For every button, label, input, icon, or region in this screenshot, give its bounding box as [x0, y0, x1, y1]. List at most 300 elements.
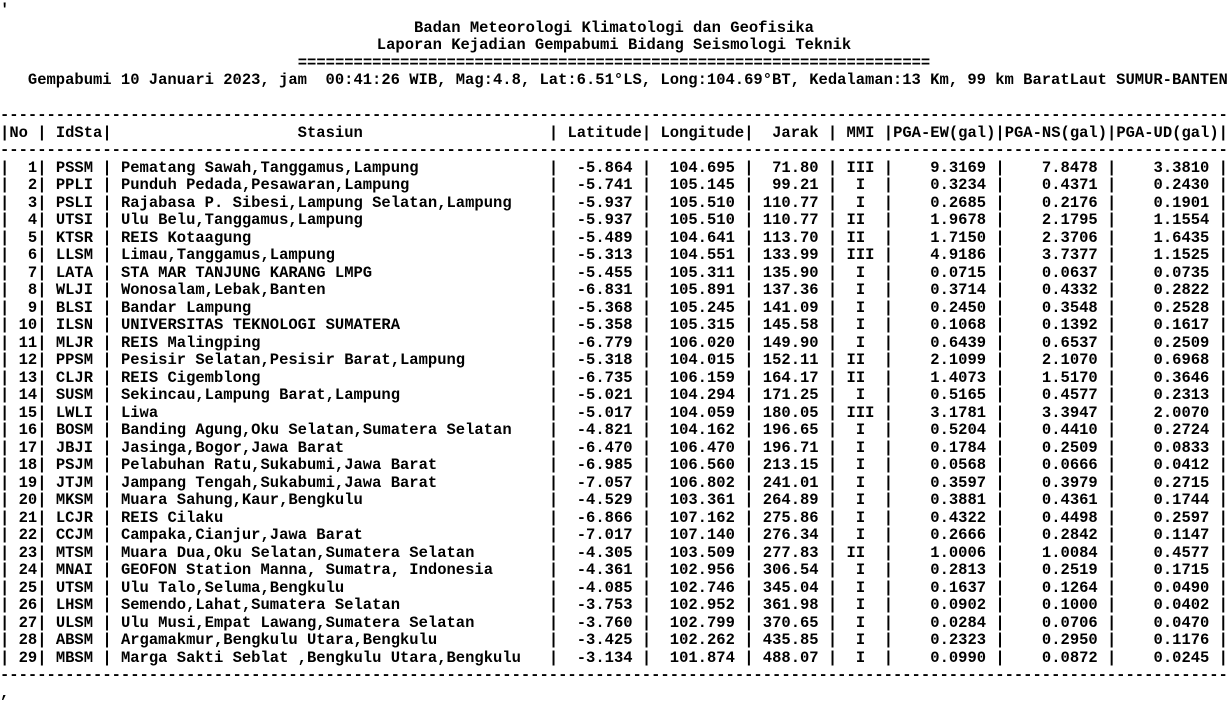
cell-pga_ud: 0.2313 — [1116, 386, 1219, 404]
cell-idsta: PSLI — [46, 193, 103, 212]
cell-pga_ns: 0.4410 — [1004, 421, 1108, 439]
cell-mmi: I — [837, 613, 884, 632]
cell-jarak: 277.83 — [753, 543, 828, 562]
cell-jarak: 99.21 — [753, 176, 828, 194]
cell-mmi: III — [837, 246, 884, 264]
cell-pga_ud: 1.1525 — [1116, 246, 1219, 264]
cell-jarak: 196.65 — [753, 421, 828, 439]
cell-jarak: 113.70 — [753, 228, 828, 247]
stray-mark-top: ' — [0, 1, 10, 19]
cell-no: 15 — [9, 403, 38, 422]
cell-pga_ns: 1.0084 — [1004, 543, 1108, 562]
cell-longitude: 105.510 — [651, 193, 745, 212]
cell-longitude: 102.746 — [651, 578, 745, 597]
cell-pga_ns: 0.0706 — [1004, 613, 1108, 632]
cell-jarak: 213.15 — [753, 456, 828, 474]
report-title: Laporan Kejadian Gempabumi Bidang Seismologi Teknik — [376, 36, 852, 54]
cell-longitude: 106.560 — [651, 456, 745, 474]
cell-pga_ns: 0.2842 — [1004, 526, 1108, 544]
cell-pga_ns: 0.3548 — [1004, 298, 1108, 317]
cell-mmi: I — [837, 176, 884, 194]
cell-longitude: 105.245 — [651, 298, 745, 317]
cell-latitude: -6.866 — [558, 508, 642, 527]
cell-pga_ud: 0.0245 — [1116, 648, 1219, 667]
col-header-no: No — [9, 123, 38, 142]
cell-pga_ud: 0.1715 — [1116, 561, 1219, 579]
cell-mmi: I — [837, 386, 884, 404]
cell-no: 28 — [9, 631, 38, 649]
cell-latitude: -4.361 — [558, 561, 642, 579]
col-header-longitude: Longitude — [651, 123, 745, 142]
cell-stasiun: Bandar Lampung — [111, 298, 549, 317]
cell-stasiun: Jasinga,Bogor,Jawa Barat — [111, 438, 549, 457]
cell-stasiun: STA MAR TANJUNG KARANG LMPG — [111, 263, 549, 282]
cell-stasiun: REIS Kotaagung — [111, 228, 549, 247]
cell-pga_ns: 0.4498 — [1004, 508, 1108, 527]
cell-pga_ud: 0.1147 — [1116, 526, 1219, 544]
table-row: | 25| UTSM | Ulu Talo,Seluma,Bengkulu | -4.085 | 102.746 | 345.04 | I | 0.1637 | 0.1264 | 0.0490 | — [0, 578, 1228, 597]
cell-longitude: 104.162 — [651, 421, 745, 439]
cell-pga_ew: 0.0568 — [893, 456, 996, 474]
table-row: | 27| ULSM | Ulu Musi,Empat Lawang,Sumatera Selatan | -3.760 | 102.799 | 370.65 | I | 0.0284 | 0.0706 | 0.0470 | — [0, 613, 1228, 632]
cell-stasiun: Ulu Talo,Seluma,Bengkulu — [111, 578, 549, 597]
table-row: | 28| ABSM | Argamakmur,Bengkulu Utara,Bengkulu | -3.425 | 102.262 | 435.85 | I | 0.2323 | 0.2950 | 0.1176 | — [0, 631, 1228, 649]
cell-pga_ns: 0.2509 — [1004, 438, 1108, 457]
cell-stasiun: Punduh Pedada,Pesawaran,Lampung — [111, 176, 549, 194]
cell-latitude: -6.779 — [558, 333, 642, 352]
cell-idsta: PPSM — [46, 351, 103, 369]
cell-idsta: LHSM — [46, 596, 103, 614]
cell-jarak: 306.54 — [753, 561, 828, 579]
cell-pga_ud: 0.0412 — [1116, 456, 1219, 474]
table-row: | 22| CCJM | Campaka,Cianjur,Jawa Barat | -7.017 | 107.140 | 276.34 | I | 0.2666 | 0.2842 | 0.1147 | — [0, 526, 1228, 544]
cell-stasiun: UNIVERSITAS TEKNOLOGI SUMATERA — [111, 316, 549, 334]
cell-latitude: -5.489 — [558, 228, 642, 247]
cell-no: 21 — [9, 508, 38, 527]
cell-jarak: 345.04 — [753, 578, 828, 597]
cell-longitude: 105.510 — [651, 211, 745, 229]
cell-pga_ew: 0.0284 — [893, 613, 996, 632]
agency-title: Badan Meteorologi Klimatologi dan Geofisika — [414, 18, 814, 37]
cell-no: 26 — [9, 596, 38, 614]
cell-jarak: 435.85 — [753, 631, 828, 649]
cell-pga_ew: 0.2813 — [893, 561, 996, 579]
cell-pga_ew: 0.3714 — [893, 281, 996, 299]
cell-idsta: BOSM — [46, 421, 103, 439]
cell-pga_ns: 0.2176 — [1004, 193, 1108, 212]
cell-jarak: 171.25 — [753, 386, 828, 404]
cell-stasiun: Jampang Tengah,Sukabumi,Jawa Barat — [111, 473, 549, 492]
table-border-top: ------------------------------------------------------------------------------------------------------------------------------------ — [0, 106, 1228, 124]
cell-stasiun: Pematang Sawah,Tanggamus,Lampung — [111, 158, 549, 177]
cell-idsta: MTSM — [46, 543, 103, 562]
cell-pga_ew: 0.3234 — [893, 176, 996, 194]
cell-pga_ew: 0.2450 — [893, 298, 996, 317]
cell-pga_ns: 0.1392 — [1004, 316, 1108, 334]
cell-idsta: CCJM — [46, 526, 103, 544]
cell-mmi: II — [837, 368, 884, 387]
col-header-idsta: IdSta — [46, 123, 103, 142]
cell-stasiun: Ulu Belu,Tanggamus,Lampung — [111, 211, 549, 229]
cell-mmi: I — [837, 473, 884, 492]
cell-no: 11 — [9, 333, 38, 352]
cell-jarak: 110.77 — [753, 193, 828, 212]
cell-jarak: 180.05 — [753, 403, 828, 422]
cell-idsta: SUSM — [46, 386, 103, 404]
cell-jarak: 275.86 — [753, 508, 828, 527]
cell-pga_ew: 0.3881 — [893, 491, 996, 509]
cell-latitude: -5.368 — [558, 298, 642, 317]
cell-pga_ew: 4.9186 — [893, 246, 996, 264]
cell-pga_ns: 0.0872 — [1004, 648, 1108, 667]
cell-mmi: I — [837, 456, 884, 474]
col-header-pga_ud: PGA-UD(gal) — [1116, 123, 1219, 142]
cell-pga_ud: 0.2528 — [1116, 298, 1219, 317]
cell-longitude: 101.874 — [651, 648, 745, 667]
cell-no: 4 — [9, 211, 38, 229]
cell-latitude: -5.864 — [558, 158, 642, 177]
cell-pga_ew: 9.3169 — [893, 158, 996, 177]
cell-latitude: -5.937 — [558, 211, 642, 229]
table-row: | 4| UTSI | Ulu Belu,Tanggamus,Lampung | -5.937 | 105.510 | 110.77 | II | 1.9678 | 2.1795 | 1.1554 | — [0, 211, 1228, 229]
cell-jarak: 145.58 — [753, 316, 828, 334]
col-header-mmi: MMI — [837, 123, 884, 142]
table-row: | 2| PPLI | Punduh Pedada,Pesawaran,Lampung | -5.741 | 105.145 | 99.21 | I | 0.3234 | 0.4371 | 0.2430 | — [0, 176, 1228, 194]
cell-pga_ew: 1.4073 — [893, 368, 996, 387]
cell-pga_ew: 0.0990 — [893, 648, 996, 667]
cell-idsta: LCJR — [46, 508, 103, 527]
cell-pga_ew: 0.6439 — [893, 333, 996, 352]
cell-jarak: 71.80 — [753, 158, 828, 177]
cell-mmi: I — [837, 561, 884, 579]
cell-stasiun: Limau,Tanggamus,Lampung — [111, 246, 549, 264]
cell-idsta: ULSM — [46, 613, 103, 632]
cell-pga_ud: 0.2597 — [1116, 508, 1219, 527]
cell-mmi: I — [837, 526, 884, 544]
cell-pga_ns: 0.3979 — [1004, 473, 1108, 492]
cell-latitude: -5.017 — [558, 403, 642, 422]
cell-longitude: 107.162 — [651, 508, 745, 527]
cell-idsta: MLJR — [46, 333, 103, 352]
cell-longitude: 105.891 — [651, 281, 745, 299]
cell-jarak: 488.07 — [753, 648, 828, 667]
cell-pga_ns: 0.2950 — [1004, 631, 1108, 649]
cell-longitude: 106.020 — [651, 333, 745, 352]
table-border-mid: ------------------------------------------------------------------------------------------------------------------------------------ — [0, 141, 1228, 159]
table-row: | 5| KTSR | REIS Kotaagung | -5.489 | 104.641 | 113.70 | II | 1.7150 | 2.3706 | 1.6435 | — [0, 228, 1228, 247]
cell-longitude: 107.140 — [651, 526, 745, 544]
cell-pga_ud: 0.2509 — [1116, 333, 1219, 352]
cell-pga_ud: 0.6968 — [1116, 351, 1219, 369]
table-row: | 12| PPSM | Pesisir Selatan,Pesisir Barat,Lampung | -5.318 | 104.015 | 152.11 | II | 2.1099 | 2.1070 | 0.6968 | — [0, 351, 1228, 369]
cell-idsta: CLJR — [46, 368, 103, 387]
cell-mmi: I — [837, 631, 884, 649]
cell-pga_ud: 0.0402 — [1116, 596, 1219, 614]
cell-pga_ud: 0.1176 — [1116, 631, 1219, 649]
cell-latitude: -4.821 — [558, 421, 642, 439]
cell-pga_ew: 1.9678 — [893, 211, 996, 229]
cell-mmi: III — [837, 403, 884, 422]
blank-line — [0, 90, 1228, 108]
cell-pga_ew: 0.2666 — [893, 526, 996, 544]
cell-pga_ew: 0.5165 — [893, 386, 996, 404]
cell-stasiun: Rajabasa P. Sibesi,Lampung Selatan,Lampung — [111, 193, 549, 212]
cell-jarak: 137.36 — [753, 281, 828, 299]
cell-mmi: I — [837, 438, 884, 457]
cell-pga_ns: 0.2519 — [1004, 561, 1108, 579]
cell-no: 2 — [9, 176, 38, 194]
cell-idsta: UTSM — [46, 578, 103, 597]
cell-jarak: 133.99 — [753, 246, 828, 264]
cell-pga_ns: 0.6537 — [1004, 333, 1108, 352]
cell-stasiun: REIS Malingping — [111, 333, 549, 352]
cell-latitude: -3.760 — [558, 613, 642, 632]
cell-longitude: 104.015 — [651, 351, 745, 369]
cell-pga_ns: 0.4577 — [1004, 386, 1108, 404]
cell-idsta: MNAI — [46, 561, 103, 579]
cell-jarak: 276.34 — [753, 526, 828, 544]
cell-longitude: 102.799 — [651, 613, 745, 632]
cell-pga_ns: 0.4332 — [1004, 281, 1108, 299]
cell-pga_ew: 0.1068 — [893, 316, 996, 334]
col-header-stasiun: Stasiun — [111, 123, 549, 142]
cell-idsta: PPLI — [46, 176, 103, 194]
cell-pga_ew: 0.2323 — [893, 631, 996, 649]
cell-mmi: I — [837, 508, 884, 527]
cell-pga_ud: 2.0070 — [1116, 403, 1219, 422]
cell-idsta: LWLI — [46, 403, 103, 422]
cell-pga_ud: 0.2430 — [1116, 176, 1219, 194]
cell-stasiun: Banding Agung,Oku Selatan,Sumatera Selatan — [111, 421, 549, 439]
cell-pga_ns: 0.1264 — [1004, 578, 1108, 597]
table-row: | 14| SUSM | Sekincau,Lampung Barat,Lampung | -5.021 | 104.294 | 171.25 | I | 0.5165 | 0.4577 | 0.2313 | — [0, 386, 1228, 404]
cell-longitude: 106.159 — [651, 368, 745, 387]
cell-longitude: 106.470 — [651, 438, 745, 457]
cell-mmi: II — [837, 228, 884, 247]
cell-jarak: 149.90 — [753, 333, 828, 352]
cell-longitude: 104.695 — [651, 158, 745, 177]
cell-no: 9 — [9, 298, 38, 317]
cell-pga_ud: 3.3810 — [1116, 158, 1219, 177]
cell-pga_ud: 0.2822 — [1116, 281, 1219, 299]
cell-pga_ns: 0.4361 — [1004, 491, 1108, 509]
cell-pga_ns: 2.1795 — [1004, 211, 1108, 229]
cell-no: 14 — [9, 386, 38, 404]
cell-pga_ew: 0.5204 — [893, 421, 996, 439]
cell-stasiun: Pesisir Selatan,Pesisir Barat,Lampung — [111, 351, 549, 369]
cell-longitude: 102.262 — [651, 631, 745, 649]
cell-mmi: I — [837, 263, 884, 282]
cell-latitude: -6.831 — [558, 281, 642, 299]
cell-pga_ns: 1.5170 — [1004, 368, 1108, 387]
cell-stasiun: REIS Cilaku — [111, 508, 549, 527]
cell-no: 25 — [9, 578, 38, 597]
cell-stasiun: Semendo,Lahat,Sumatera Selatan — [111, 596, 549, 614]
table-row: | 15| LWLI | Liwa | -5.017 | 104.059 | 180.05 | III | 3.1781 | 3.3947 | 2.0070 | — [0, 403, 1228, 422]
cell-latitude: -3.753 — [558, 596, 642, 614]
cell-pga_ew: 0.0902 — [893, 596, 996, 614]
table-row: | 6| LLSM | Limau,Tanggamus,Lampung | -5.313 | 104.551 | 133.99 | III | 4.9186 | 3.7377 | 1.1525 | — [0, 246, 1228, 264]
cell-pga_ns: 0.0666 — [1004, 456, 1108, 474]
table-row: | 23| MTSM | Muara Dua,Oku Selatan,Sumatera Selatan | -4.305 | 103.509 | 277.83 | II | 1.0006 | 1.0084 | 0.4577 | — [0, 543, 1228, 562]
cell-no: 5 — [9, 228, 38, 247]
cell-mmi: II — [837, 351, 884, 369]
cell-idsta: KTSR — [46, 228, 103, 247]
cell-pga_ns: 0.4371 — [1004, 176, 1108, 194]
cell-longitude: 104.551 — [651, 246, 745, 264]
cell-no: 12 — [9, 351, 38, 369]
cell-stasiun: Sekincau,Lampung Barat,Lampung — [111, 386, 549, 404]
cell-longitude: 105.145 — [651, 176, 745, 194]
cell-latitude: -3.425 — [558, 631, 642, 649]
cell-idsta: JBJI — [46, 438, 103, 457]
cell-longitude: 102.952 — [651, 596, 745, 614]
pga-table — [0, 107, 1228, 685]
cell-stasiun: Muara Sahung,Kaur,Bengkulu — [111, 491, 549, 509]
table-row: | 17| JBJI | Jasinga,Bogor,Jawa Barat | -6.470 | 106.470 | 196.71 | I | 0.1784 | 0.2509 | 0.0833 | — [0, 438, 1228, 457]
cell-pga_ud: 0.0490 — [1116, 578, 1219, 597]
cell-no: 1 — [9, 158, 38, 177]
cell-pga_ew: 0.4322 — [893, 508, 996, 527]
stray-mark-bottom: , — [0, 683, 10, 702]
cell-mmi: I — [837, 316, 884, 334]
cell-mmi: I — [837, 298, 884, 317]
cell-stasiun: REIS Cigemblong — [111, 368, 549, 387]
cell-stasiun: Ulu Musi,Empat Lawang,Sumatera Selatan — [111, 613, 549, 632]
table-row: | 18| PSJM | Pelabuhan Ratu,Sukabumi,Jawa Barat | -6.985 | 106.560 | 213.15 | I | 0.0568 | 0.0666 | 0.0412 | — [0, 456, 1228, 474]
cell-pga_ew: 0.1784 — [893, 438, 996, 457]
cell-idsta: MBSM — [46, 648, 103, 667]
table-row: | 7| LATA | STA MAR TANJUNG KARANG LMPG | -5.455 | 105.311 | 135.90 | I | 0.0715 | 0.0637 | 0.0735 | — [0, 263, 1228, 282]
cell-latitude: -5.741 — [558, 176, 642, 194]
cell-pga_ud: 0.4577 — [1116, 543, 1219, 562]
cell-latitude: -4.529 — [558, 491, 642, 509]
cell-no: 27 — [9, 613, 38, 632]
cell-pga_ew: 0.3597 — [893, 473, 996, 492]
cell-longitude: 104.641 — [651, 228, 745, 247]
cell-idsta: JTJM — [46, 473, 103, 492]
cell-no: 7 — [9, 263, 38, 282]
cell-pga_ns: 3.7377 — [1004, 246, 1108, 264]
cell-mmi: II — [837, 211, 884, 229]
cell-no: 24 — [9, 561, 38, 579]
cell-jarak: 196.71 — [753, 438, 828, 457]
cell-stasiun: GEOFON Station Manna, Sumatra, Indonesia — [111, 561, 549, 579]
cell-pga_ns: 7.8478 — [1004, 158, 1108, 177]
cell-pga_ns: 3.3947 — [1004, 403, 1108, 422]
cell-pga_ud: 1.1554 — [1116, 211, 1219, 229]
cell-idsta: LATA — [46, 263, 103, 282]
cell-idsta: BLSI — [46, 298, 103, 317]
cell-stasiun: Muara Dua,Oku Selatan,Sumatera Selatan — [111, 543, 549, 562]
cell-longitude: 105.315 — [651, 316, 745, 334]
table-row: | 24| MNAI | GEOFON Station Manna, Sumatra, Indonesia | -4.361 | 102.956 | 306.54 | I | 0.2813 | 0.2519 | 0.1715 | — [0, 561, 1228, 579]
cell-no: 20 — [9, 491, 38, 509]
cell-pga_ns: 2.1070 — [1004, 351, 1108, 369]
cell-jarak: 241.01 — [753, 473, 828, 492]
col-header-pga_ew: PGA-EW(gal) — [893, 123, 996, 142]
cell-no: 22 — [9, 526, 38, 544]
cell-stasiun: Campaka,Cianjur,Jawa Barat — [111, 526, 549, 544]
cell-latitude: -5.318 — [558, 351, 642, 369]
cell-idsta: LLSM — [46, 246, 103, 264]
cell-pga_ud: 0.2724 — [1116, 421, 1219, 439]
cell-latitude: -7.017 — [558, 526, 642, 544]
table-row: | 1| PSSM | Pematang Sawah,Tanggamus,Lampung | -5.864 | 104.695 | 71.80 | III | 9.3169 | 7.8478 | 3.3810 | — [0, 158, 1228, 177]
cell-latitude: -6.985 — [558, 456, 642, 474]
cell-no: 10 — [9, 316, 38, 334]
cell-latitude: -4.305 — [558, 543, 642, 562]
cell-mmi: I — [837, 648, 884, 667]
cell-jarak: 370.65 — [753, 613, 828, 632]
cell-pga_ud: 0.1617 — [1116, 316, 1219, 334]
cell-jarak: 264.89 — [753, 491, 828, 509]
cell-jarak: 361.98 — [753, 596, 828, 614]
cell-mmi: I — [837, 421, 884, 439]
col-header-jarak: Jarak — [753, 123, 828, 142]
cell-jarak: 164.17 — [753, 368, 828, 387]
event-summary: Gempabumi 10 Januari 2023, jam 00:41:26 WIB, Mag:4.8, Lat:6.51°LS, Long:104.69°BT, Kedalaman:13 Km, 99 km BaratLaut SUMUR-BANTEN — [27, 71, 1228, 89]
cell-mmi: I — [837, 193, 884, 212]
cell-idsta: MKSM — [46, 491, 103, 509]
cell-latitude: -3.134 — [558, 648, 642, 667]
cell-stasiun: Marga Sakti Seblat ,Bengkulu Utara,Bengkulu — [111, 648, 549, 667]
cell-latitude: -7.057 — [558, 473, 642, 492]
cell-no: 18 — [9, 456, 38, 474]
cell-no: 3 — [9, 193, 38, 212]
cell-latitude: -5.358 — [558, 316, 642, 334]
cell-mmi: III — [837, 158, 884, 177]
cell-idsta: ILSN — [46, 316, 103, 334]
cell-stasiun: Liwa — [111, 403, 549, 422]
cell-latitude: -4.085 — [558, 578, 642, 597]
table-row: | 8| WLJI | Wonosalam,Lebak,Banten | -6.831 | 105.891 | 137.36 | I | 0.3714 | 0.4332 | 0.2822 | — [0, 281, 1228, 299]
cell-no: 8 — [9, 281, 38, 299]
cell-no: 17 — [9, 438, 38, 457]
table-row: | 9| BLSI | Bandar Lampung | -5.368 | 105.245 | 141.09 | I | 0.2450 | 0.3548 | 0.2528 | — [0, 298, 1228, 317]
cell-pga_ns: 2.3706 — [1004, 228, 1108, 247]
cell-longitude: 106.802 — [651, 473, 745, 492]
cell-latitude: -6.735 — [558, 368, 642, 387]
col-header-pga_ns: PGA-NS(gal) — [1004, 123, 1108, 142]
table-header-row: |No | IdSta| Stasiun | Latitude| Longitude| Jarak | MMI |PGA-EW(gal)|PGA-NS(gal)|PGA-UD(gal)| — [0, 123, 1228, 142]
table-row: | 19| JTJM | Jampang Tengah,Sukabumi,Jawa Barat | -7.057 | 106.802 | 241.01 | I | 0.3597 | 0.3979 | 0.2715 | — [0, 473, 1228, 492]
cell-pga_ud: 0.1901 — [1116, 193, 1219, 212]
cell-latitude: -5.313 — [558, 246, 642, 264]
cell-no: 6 — [9, 246, 38, 264]
cell-pga_ud: 0.0470 — [1116, 613, 1219, 632]
cell-stasiun: Wonosalam,Lebak,Banten — [111, 281, 549, 299]
cell-mmi: II — [837, 543, 884, 562]
cell-jarak: 135.90 — [753, 263, 828, 282]
table-row: | 26| LHSM | Semendo,Lahat,Sumatera Selatan | -3.753 | 102.952 | 361.98 | I | 0.0902 | 0.1000 | 0.0402 | — [0, 596, 1228, 614]
cell-stasiun: Pelabuhan Ratu,Sukabumi,Jawa Barat — [111, 456, 549, 474]
cell-idsta: PSJM — [46, 456, 103, 474]
cell-pga_ew: 0.0715 — [893, 263, 996, 282]
cell-longitude: 104.294 — [651, 386, 745, 404]
cell-mmi: I — [837, 281, 884, 299]
table-row: | 20| MKSM | Muara Sahung,Kaur,Bengkulu | -4.529 | 103.361 | 264.89 | I | 0.3881 | 0.4361 | 0.1744 | — [0, 491, 1228, 509]
cell-pga_ew: 3.1781 — [893, 403, 996, 422]
cell-latitude: -5.937 — [558, 193, 642, 212]
cell-longitude: 102.956 — [651, 561, 745, 579]
cell-longitude: 105.311 — [651, 263, 745, 282]
cell-mmi: I — [837, 578, 884, 597]
cell-latitude: -6.470 — [558, 438, 642, 457]
cell-pga_ew: 0.1637 — [893, 578, 996, 597]
cell-pga_ew: 1.7150 — [893, 228, 996, 247]
cell-idsta: UTSI — [46, 211, 103, 229]
